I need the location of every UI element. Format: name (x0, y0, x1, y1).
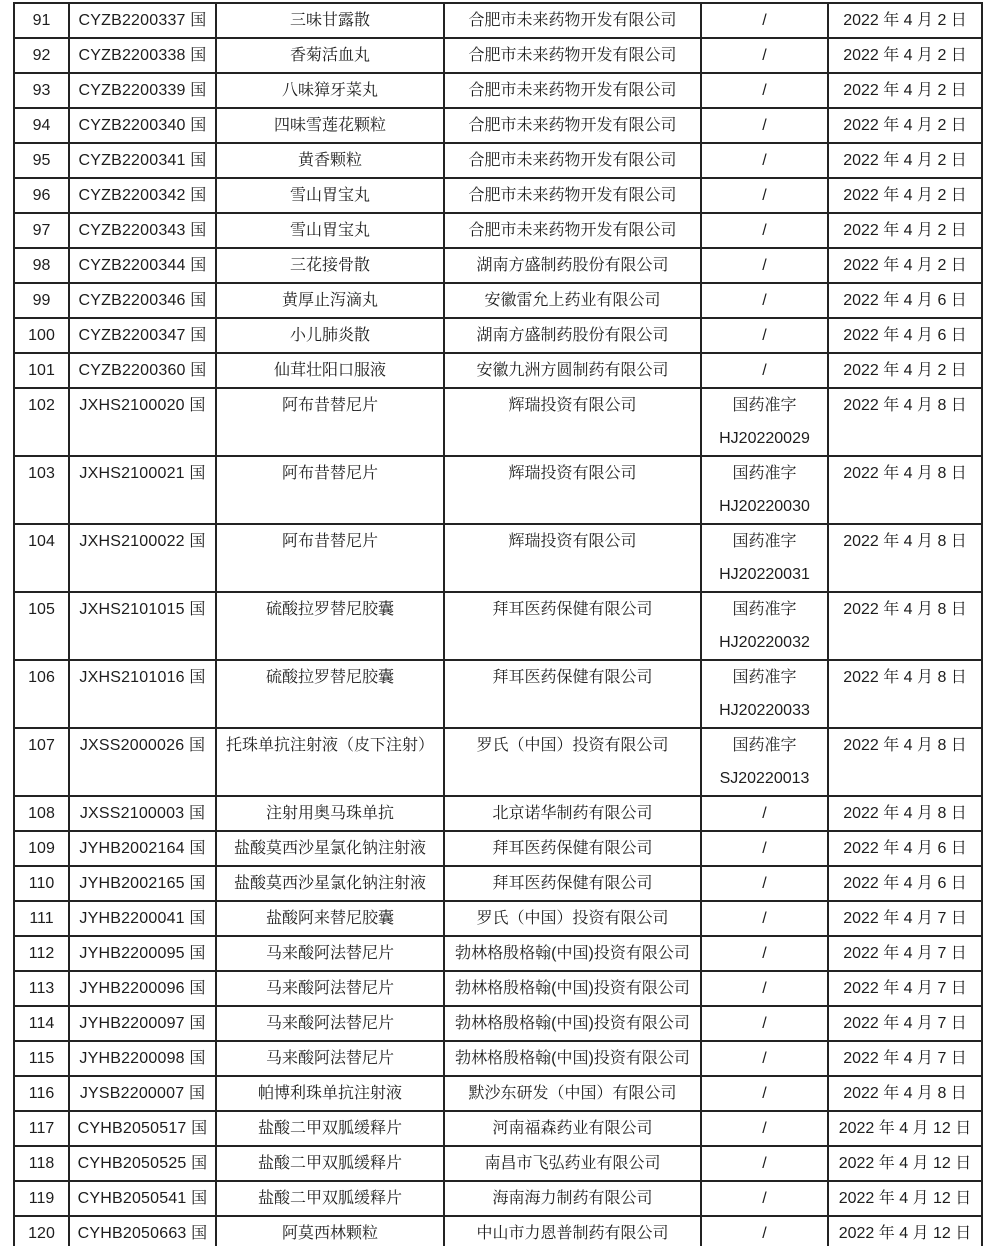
row-index-cell: 95 (14, 143, 69, 178)
company-cell: 勃林格殷格翰(中国)投资有限公司 (444, 1041, 701, 1076)
table-row (14, 796, 982, 831)
registration-code-cell: CYZB2200347 国 (69, 318, 216, 353)
table-row (14, 38, 982, 73)
row-index-cell: 110 (14, 866, 69, 901)
row-index-cell: 93 (14, 73, 69, 108)
approval-date-cell: 2022 年 4 月 2 日 (828, 108, 982, 143)
approval-number-cell (701, 1041, 828, 1076)
approval-date-cell: 2022 年 4 月 12 日 (828, 1216, 982, 1246)
approval-date-cell: 2022 年 4 月 2 日 (828, 213, 982, 248)
approval-line: / (762, 910, 767, 927)
company-cell: 勃林格殷格翰(中国)投资有限公司 (444, 971, 701, 1006)
company-cell: 拜耳医药保健有限公司 (444, 831, 701, 866)
approval-line: / (762, 327, 767, 344)
approval-line: 国药准字 (732, 601, 797, 618)
company-cell: 合肥市未来药物开发有限公司 (444, 213, 701, 248)
row-index-cell: 92 (14, 38, 69, 73)
table-row (14, 388, 982, 456)
row-index-cell: 100 (14, 318, 69, 353)
approval-number-cell (701, 353, 828, 388)
approval-number-cell (701, 108, 828, 143)
approval-number-cell (701, 831, 828, 866)
table-row (14, 143, 982, 178)
registration-code-cell: CYHB2050541 国 (69, 1181, 216, 1216)
approval-number-cell (701, 456, 828, 524)
drug-name-cell: 雪山胃宝丸 (216, 213, 444, 248)
row-index-cell: 116 (14, 1076, 69, 1111)
approval-table-body (14, 3, 982, 1246)
approval-date-cell: 2022 年 4 月 6 日 (828, 831, 982, 866)
approval-line: / (762, 840, 767, 857)
approval-number-cell (701, 1146, 828, 1181)
drug-name-cell: 盐酸莫西沙星氯化钠注射液 (216, 866, 444, 901)
row-index-cell: 117 (14, 1111, 69, 1146)
registration-code-cell: JYSB2200007 国 (69, 1076, 216, 1111)
registration-code-cell: JXHS2100022 国 (69, 524, 216, 592)
approval-date-cell: 2022 年 4 月 12 日 (828, 1146, 982, 1181)
approval-date-cell: 2022 年 4 月 7 日 (828, 936, 982, 971)
registration-code-cell: CYHB2050525 国 (69, 1146, 216, 1181)
registration-code-cell: CYZB2200360 国 (69, 353, 216, 388)
drug-name-cell: 四味雪莲花颗粒 (216, 108, 444, 143)
row-index-cell: 96 (14, 178, 69, 213)
drug-name-cell: 八味獐牙菜丸 (216, 73, 444, 108)
row-index-cell: 98 (14, 248, 69, 283)
company-cell: 湖南方盛制药股份有限公司 (444, 248, 701, 283)
drug-name-cell: 仙茸壮阳口服液 (216, 353, 444, 388)
company-cell: 北京诺华制药有限公司 (444, 796, 701, 831)
table-row (14, 178, 982, 213)
approval-line: / (762, 1190, 767, 1207)
drug-name-cell: 托珠单抗注射液（皮下注射） (216, 728, 444, 796)
table-row (14, 831, 982, 866)
table-row (14, 524, 982, 592)
drug-name-cell: 三花接骨散 (216, 248, 444, 283)
approval-date-cell: 2022 年 4 月 7 日 (828, 971, 982, 1006)
approval-line: 国药准字 (732, 737, 797, 754)
approval-number-cell (701, 213, 828, 248)
approval-line: 国药准字 (732, 397, 797, 414)
approval-date-cell: 2022 年 4 月 12 日 (828, 1181, 982, 1216)
approval-number-cell (701, 1111, 828, 1146)
row-index-cell: 115 (14, 1041, 69, 1076)
drug-name-cell: 马来酸阿法替尼片 (216, 1006, 444, 1041)
table-row (14, 901, 982, 936)
approval-number-cell (701, 866, 828, 901)
drug-name-cell: 硫酸拉罗替尼胶囊 (216, 660, 444, 728)
approval-number-cell (701, 901, 828, 936)
registration-code-cell: CYZB2200341 国 (69, 143, 216, 178)
registration-code-cell: JYHB2200041 国 (69, 901, 216, 936)
registration-code-cell: CYZB2200342 国 (69, 178, 216, 213)
approval-line: HJ20220032 (719, 634, 810, 651)
drug-name-cell: 马来酸阿法替尼片 (216, 936, 444, 971)
approval-number-cell (701, 1181, 828, 1216)
drug-name-cell: 三味甘露散 (216, 3, 444, 38)
approval-number-cell (701, 660, 828, 728)
table-row (14, 213, 982, 248)
table-row (14, 660, 982, 728)
registration-code-cell: CYZB2200338 国 (69, 38, 216, 73)
registration-code-cell: JYHB2200097 国 (69, 1006, 216, 1041)
registration-code-cell: JYHB2200098 国 (69, 1041, 216, 1076)
drug-name-cell: 帕博利珠单抗注射液 (216, 1076, 444, 1111)
row-index-cell: 111 (14, 901, 69, 936)
approval-date-cell: 2022 年 4 月 12 日 (828, 1111, 982, 1146)
approval-date-cell: 2022 年 4 月 8 日 (828, 1076, 982, 1111)
drug-name-cell: 香菊活血丸 (216, 38, 444, 73)
approval-line: HJ20220030 (719, 498, 810, 515)
table-row (14, 1216, 982, 1246)
company-cell: 河南福森药业有限公司 (444, 1111, 701, 1146)
table-row (14, 1181, 982, 1216)
approval-line: / (762, 980, 767, 997)
approval-date-cell: 2022 年 4 月 2 日 (828, 38, 982, 73)
approval-date-cell: 2022 年 4 月 7 日 (828, 1006, 982, 1041)
drug-name-cell: 黄香颗粒 (216, 143, 444, 178)
approval-number-cell (701, 1216, 828, 1246)
table-row (14, 456, 982, 524)
approval-number-cell (701, 971, 828, 1006)
approval-number-cell (701, 388, 828, 456)
approval-line: / (762, 82, 767, 99)
table-row (14, 353, 982, 388)
drug-name-cell: 黄厚止泻滴丸 (216, 283, 444, 318)
approval-number-cell (701, 796, 828, 831)
row-index-cell: 120 (14, 1216, 69, 1246)
approval-date-cell: 2022 年 4 月 2 日 (828, 3, 982, 38)
approval-line: / (762, 292, 767, 309)
drug-name-cell: 盐酸二甲双胍缓释片 (216, 1111, 444, 1146)
drug-name-cell: 盐酸二甲双胍缓释片 (216, 1146, 444, 1181)
approval-date-cell: 2022 年 4 月 8 日 (828, 456, 982, 524)
approval-date-cell: 2022 年 4 月 2 日 (828, 143, 982, 178)
company-cell: 合肥市未来药物开发有限公司 (444, 73, 701, 108)
table-row (14, 1041, 982, 1076)
table-row (14, 248, 982, 283)
approval-line: 国药准字 (732, 465, 797, 482)
table-row (14, 1076, 982, 1111)
approval-table (13, 2, 983, 1246)
approval-line: / (762, 1120, 767, 1137)
registration-code-cell: CYZB2200343 国 (69, 213, 216, 248)
approval-line: / (762, 257, 767, 274)
approval-date-cell: 2022 年 4 月 2 日 (828, 248, 982, 283)
table-row (14, 1111, 982, 1146)
company-cell: 南昌市飞弘药业有限公司 (444, 1146, 701, 1181)
company-cell: 拜耳医药保健有限公司 (444, 660, 701, 728)
approval-number-cell (701, 283, 828, 318)
approval-date-cell: 2022 年 4 月 8 日 (828, 524, 982, 592)
approval-date-cell: 2022 年 4 月 7 日 (828, 901, 982, 936)
approval-date-cell: 2022 年 4 月 6 日 (828, 866, 982, 901)
approval-line: SJ20220013 (719, 770, 810, 787)
company-cell: 罗氏（中国）投资有限公司 (444, 901, 701, 936)
registration-code-cell: CYZB2200344 国 (69, 248, 216, 283)
drug-name-cell: 硫酸拉罗替尼胶囊 (216, 592, 444, 660)
company-cell: 安徽雷允上药业有限公司 (444, 283, 701, 318)
row-index-cell: 94 (14, 108, 69, 143)
registration-code-cell: CYZB2200337 国 (69, 3, 216, 38)
registration-code-cell: JXHS2101015 国 (69, 592, 216, 660)
row-index-cell: 119 (14, 1181, 69, 1216)
table-row (14, 1146, 982, 1181)
company-cell: 勃林格殷格翰(中国)投资有限公司 (444, 936, 701, 971)
approval-date-cell: 2022 年 4 月 8 日 (828, 796, 982, 831)
approval-line: / (762, 1015, 767, 1032)
approval-line: / (762, 1050, 767, 1067)
approval-line: 国药准字 (732, 669, 797, 686)
row-index-cell: 106 (14, 660, 69, 728)
drug-name-cell: 阿布昔替尼片 (216, 456, 444, 524)
registration-code-cell: JYHB2002164 国 (69, 831, 216, 866)
approval-line: HJ20220031 (719, 566, 810, 583)
company-cell: 辉瑞投资有限公司 (444, 388, 701, 456)
drug-name-cell: 阿布昔替尼片 (216, 388, 444, 456)
company-cell: 拜耳医药保健有限公司 (444, 592, 701, 660)
approval-number-cell (701, 73, 828, 108)
row-index-cell: 114 (14, 1006, 69, 1041)
approval-date-cell: 2022 年 4 月 8 日 (828, 660, 982, 728)
table-row (14, 971, 982, 1006)
row-index-cell: 112 (14, 936, 69, 971)
row-index-cell: 101 (14, 353, 69, 388)
drug-name-cell: 盐酸阿来替尼胶囊 (216, 901, 444, 936)
approval-date-cell: 2022 年 4 月 6 日 (828, 318, 982, 353)
approval-date-cell: 2022 年 4 月 8 日 (828, 728, 982, 796)
row-index-cell: 118 (14, 1146, 69, 1181)
company-cell: 湖南方盛制药股份有限公司 (444, 318, 701, 353)
approval-number-cell (701, 318, 828, 353)
row-index-cell: 97 (14, 213, 69, 248)
approval-number-cell (701, 936, 828, 971)
company-cell: 辉瑞投资有限公司 (444, 456, 701, 524)
registration-code-cell: CYZB2200340 国 (69, 108, 216, 143)
approval-line: / (762, 222, 767, 239)
drug-name-cell: 阿布昔替尼片 (216, 524, 444, 592)
registration-code-cell: CYHB2050517 国 (69, 1111, 216, 1146)
approval-line: HJ20220033 (719, 702, 810, 719)
registration-code-cell: CYHB2050663 国 (69, 1216, 216, 1246)
row-index-cell: 107 (14, 728, 69, 796)
drug-name-cell: 盐酸二甲双胍缓释片 (216, 1181, 444, 1216)
approval-line: / (762, 117, 767, 134)
registration-code-cell: JYHB2200096 国 (69, 971, 216, 1006)
approval-date-cell: 2022 年 4 月 2 日 (828, 73, 982, 108)
table-row (14, 73, 982, 108)
approval-number-cell (701, 592, 828, 660)
table-row (14, 108, 982, 143)
approval-number-cell (701, 143, 828, 178)
table-row (14, 1006, 982, 1041)
table-row (14, 936, 982, 971)
registration-code-cell: CYZB2200346 国 (69, 283, 216, 318)
drug-name-cell: 马来酸阿法替尼片 (216, 1041, 444, 1076)
table-row (14, 592, 982, 660)
approval-number-cell (701, 248, 828, 283)
approval-line: / (762, 805, 767, 822)
drug-name-cell: 注射用奥马珠单抗 (216, 796, 444, 831)
approval-date-cell: 2022 年 4 月 6 日 (828, 283, 982, 318)
approval-line: / (762, 945, 767, 962)
row-index-cell: 113 (14, 971, 69, 1006)
registration-code-cell: JXHS2101016 国 (69, 660, 216, 728)
row-index-cell: 108 (14, 796, 69, 831)
company-cell: 合肥市未来药物开发有限公司 (444, 3, 701, 38)
registration-code-cell: JXHS2100020 国 (69, 388, 216, 456)
approval-line: / (762, 152, 767, 169)
registration-code-cell: CYZB2200339 国 (69, 73, 216, 108)
table-row (14, 866, 982, 901)
approval-line: / (762, 1085, 767, 1102)
drug-name-cell: 盐酸莫西沙星氯化钠注射液 (216, 831, 444, 866)
registration-code-cell: JYHB2002165 国 (69, 866, 216, 901)
company-cell: 合肥市未来药物开发有限公司 (444, 143, 701, 178)
table-row (14, 283, 982, 318)
table-row (14, 318, 982, 353)
approval-number-cell (701, 1006, 828, 1041)
row-index-cell: 103 (14, 456, 69, 524)
company-cell: 拜耳医药保健有限公司 (444, 866, 701, 901)
approval-line: / (762, 1155, 767, 1172)
row-index-cell: 109 (14, 831, 69, 866)
table-row (14, 3, 982, 38)
row-index-cell: 91 (14, 3, 69, 38)
approval-line: / (762, 362, 767, 379)
registration-code-cell: JXSS2100003 国 (69, 796, 216, 831)
approval-date-cell: 2022 年 4 月 8 日 (828, 592, 982, 660)
approval-line: / (762, 187, 767, 204)
approval-line: / (762, 12, 767, 29)
approval-number-cell (701, 178, 828, 213)
approval-line: / (762, 1225, 767, 1242)
approval-line: / (762, 47, 767, 64)
registration-code-cell: JXSS2000026 国 (69, 728, 216, 796)
registration-code-cell: JYHB2200095 国 (69, 936, 216, 971)
approval-number-cell (701, 1076, 828, 1111)
registration-code-cell: JXHS2100021 国 (69, 456, 216, 524)
company-cell: 安徽九洲方圆制药有限公司 (444, 353, 701, 388)
drug-name-cell: 雪山胃宝丸 (216, 178, 444, 213)
row-index-cell: 104 (14, 524, 69, 592)
company-cell: 默沙东研发（中国）有限公司 (444, 1076, 701, 1111)
approval-number-cell (701, 728, 828, 796)
company-cell: 中山市力恩普制药有限公司 (444, 1216, 701, 1246)
table-row (14, 728, 982, 796)
approval-date-cell: 2022 年 4 月 2 日 (828, 353, 982, 388)
approval-number-cell (701, 524, 828, 592)
approval-line: 国药准字 (732, 533, 797, 550)
drug-name-cell: 小儿肺炎散 (216, 318, 444, 353)
company-cell: 合肥市未来药物开发有限公司 (444, 38, 701, 73)
approval-line: HJ20220029 (719, 430, 810, 447)
approval-date-cell: 2022 年 4 月 2 日 (828, 178, 982, 213)
company-cell: 海南海力制药有限公司 (444, 1181, 701, 1216)
row-index-cell: 99 (14, 283, 69, 318)
company-cell: 辉瑞投资有限公司 (444, 524, 701, 592)
approval-number-cell (701, 38, 828, 73)
approval-number-cell (701, 3, 828, 38)
row-index-cell: 105 (14, 592, 69, 660)
company-cell: 合肥市未来药物开发有限公司 (444, 178, 701, 213)
drug-name-cell: 阿莫西林颗粒 (216, 1216, 444, 1246)
approval-date-cell: 2022 年 4 月 8 日 (828, 388, 982, 456)
company-cell: 合肥市未来药物开发有限公司 (444, 108, 701, 143)
approval-date-cell: 2022 年 4 月 7 日 (828, 1041, 982, 1076)
row-index-cell: 102 (14, 388, 69, 456)
approval-line: / (762, 875, 767, 892)
drug-name-cell: 马来酸阿法替尼片 (216, 971, 444, 1006)
company-cell: 罗氏（中国）投资有限公司 (444, 728, 701, 796)
company-cell: 勃林格殷格翰(中国)投资有限公司 (444, 1006, 701, 1041)
